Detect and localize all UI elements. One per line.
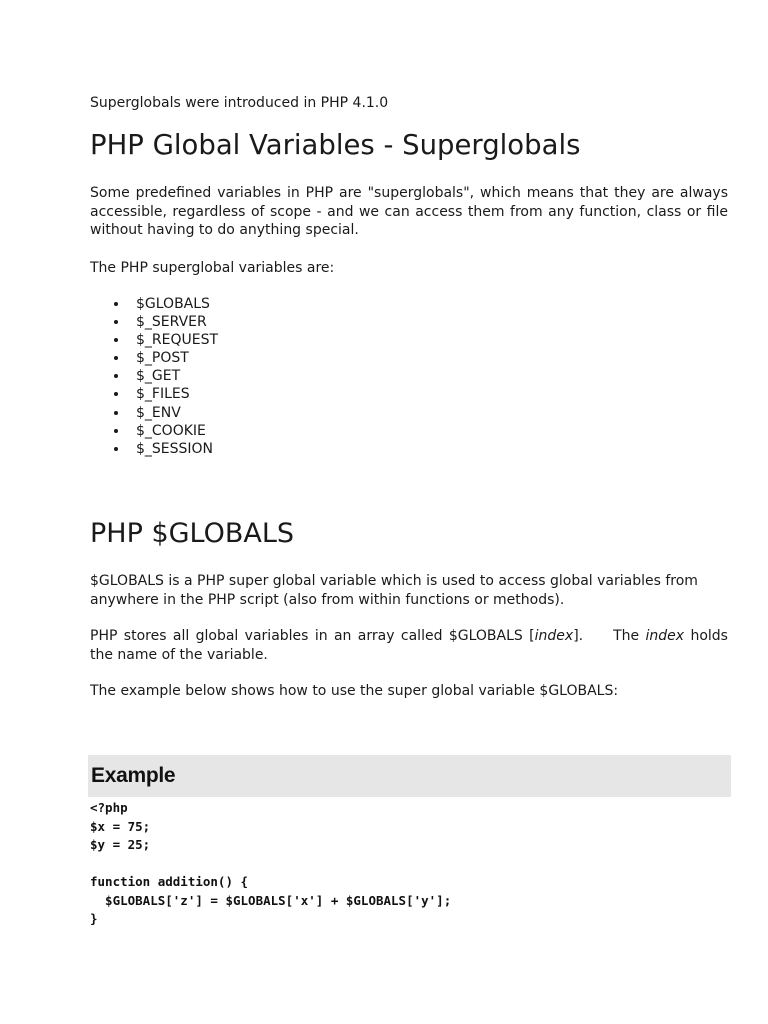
list-item: $_REQUEST	[90, 331, 218, 349]
section-title-globals: PHP $GLOBALS	[90, 518, 295, 549]
code-line: $y = 25;	[90, 837, 151, 852]
index-term: index	[645, 628, 685, 644]
code-line: $x = 75;	[90, 818, 151, 834]
list-item: $_ENV	[90, 404, 218, 422]
index-term: index	[534, 628, 574, 644]
example-intro: The example below shows how to use the super global variable $GLOBALS:	[90, 683, 619, 699]
text-span: The	[613, 628, 646, 644]
globals-description: $GLOBALS is a PHP super global variable which is used to access global variables from anywhere in the PHP script (also from within functions or methods).	[90, 573, 698, 608]
list-item: $_SERVER	[90, 313, 218, 331]
code-line	[90, 855, 451, 874]
superglobals-list-intro: The PHP superglobal variables are:	[90, 260, 335, 276]
example-header	[88, 755, 731, 797]
code-line: }	[90, 911, 98, 926]
superglobals-description: Some predefined variables in PHP are "superglobals", which means that they are always accessible, regardless of scope - and we can access them from any function, class or file without having to do anything special.	[90, 185, 728, 238]
code-line: <?php	[90, 800, 128, 815]
page-title: PHP Global Variables - Superglobals	[90, 129, 581, 161]
list-item: $_SESSION	[90, 440, 218, 458]
code-block	[90, 799, 451, 929]
text-span: PHP stores all global variables in an array called $GLOBALS [	[90, 628, 535, 644]
list-item: $_COOKIE	[90, 422, 218, 440]
code-line: function addition() {	[90, 874, 249, 889]
text-span: ].	[573, 628, 584, 644]
list-item: $GLOBALS	[90, 295, 218, 313]
list-item: $_GET	[90, 367, 218, 385]
example-title: Example	[91, 764, 176, 787]
list-item: $_FILES	[90, 385, 218, 403]
code-line: $GLOBALS['z'] = $GLOBALS['x'] + $GLOBALS['y'];	[90, 892, 452, 908]
intro-note: Superglobals were introduced in PHP 4.1.0	[90, 95, 389, 111]
globals-index-description	[90, 627, 728, 664]
text-span: holds the name of the variable.	[90, 628, 728, 663]
superglobals-list	[90, 295, 218, 458]
list-item: $_POST	[90, 349, 218, 367]
